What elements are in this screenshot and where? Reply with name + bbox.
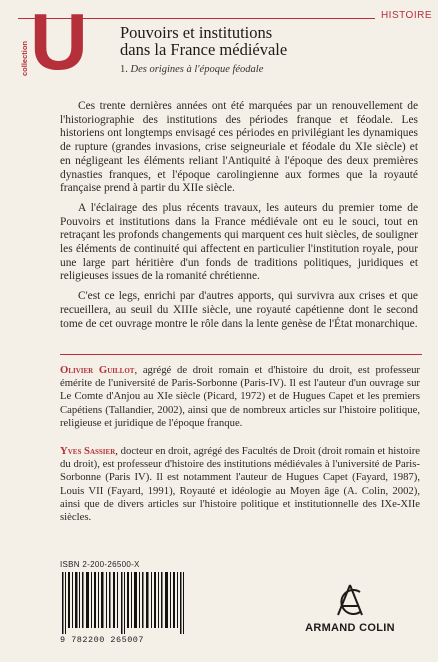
author-bio-1 <box>60 364 420 430</box>
series-label: HISTOIRE <box>375 10 432 21</box>
publisher-block <box>290 582 410 634</box>
section-divider <box>60 354 422 355</box>
book-title <box>120 24 420 58</box>
isbn: ISBN 2-200-26500-X <box>60 560 140 569</box>
author-name: Olivier Guillot <box>60 364 135 376</box>
blurb-paragraph-1: Ces trente dernières années ont été marquées par un renouvellement de l'historiographie des institutions des périodes franque et féodale. Les historiens ont longtemps envisagé ces périodes en privilégiant les dynamiques de rupture (grandes invasions, crise seigneuriale et féodale du XIe siècle) et en négligeant les éléments reliant l'Antiquité à l'époque des deux premières dynasties franques, et l'époque carolingienne aux formes que la royauté française prend à partir du XIIe siècle. <box>60 100 418 195</box>
collection-label: collection <box>20 40 29 76</box>
barcode-icon <box>60 572 190 634</box>
blurb-paragraph-2: A l'éclairage des plus récents travaux, les auteurs du premier tome de Pouvoirs et institutions dans la France médiévale ont eu le souci, tout en retraçant les profonds changements qui marquent ces huit siècles, de souligner les éléments de continuité qui affectent en particulier l'institution royale, pour une large part héritière d'un fonds de traditions politiques, juridiques et religieuses issues de la romanité chrétienne. <box>60 201 418 283</box>
barcode-block <box>60 560 210 650</box>
author-bio-text: , agrégé de droit romain et d'histoire du droit, est professeur émérite de l'université de Paris-Sorbonne (Paris-IV). Il est l'auteur d'un ouvrage sur Le Comte d'Anjou au XIe siècle (Picard, 1972) et de Hugues Capet et les premiers Capétiens (Tallandier, 2002), ainsi que de nombreux articles sur l'histoire politique, religieuse et juridique de l'époque franque. <box>60 364 420 429</box>
collection-logo-letter: U <box>30 0 88 86</box>
author-bio-text: , docteur en droit, agrégé des Facultés de Droit (droit romain et histoire du droit), est professeur d'histoire des institutions médiévales à l'université de Paris-Sorbonne (Paris IV). Il est notamment l'auteur de Hugues Capet (Fayard, 1987), Louis VII (Fayard, 1991), Royauté et idéologie au Moyen âge (A. Colin, 2002), ainsi que de divers articles sur l'histoire politique et institutionnelle des IXe-XIIe siècles. <box>60 445 420 524</box>
author-bio-2 <box>60 445 420 524</box>
volume-subtitle <box>120 64 263 75</box>
ean-number: 9 782200 265007 <box>60 635 145 645</box>
title-line-1: Pouvoirs et institutions <box>120 23 273 42</box>
volume-title: Des origines à l'époque féodale <box>130 64 264 75</box>
volume-number: 1. <box>120 64 128 75</box>
blurb <box>60 100 418 337</box>
author-name: Yves Sassier <box>60 445 116 457</box>
blurb-paragraph-3: C'est ce legs, enrichi par d'autres apports, qui survivra aux crises et que recueillera, au seuil du XIIIe siècle, une royauté capétienne dont le second tome de cet ouvrage montre le rôle dans la lente genèse de l'État monarchique. <box>60 290 418 330</box>
title-line-2: dans la France médiévale <box>120 40 288 59</box>
armand-colin-logo-icon <box>330 582 370 620</box>
publisher-name: ARMAND COLIN <box>305 622 395 634</box>
